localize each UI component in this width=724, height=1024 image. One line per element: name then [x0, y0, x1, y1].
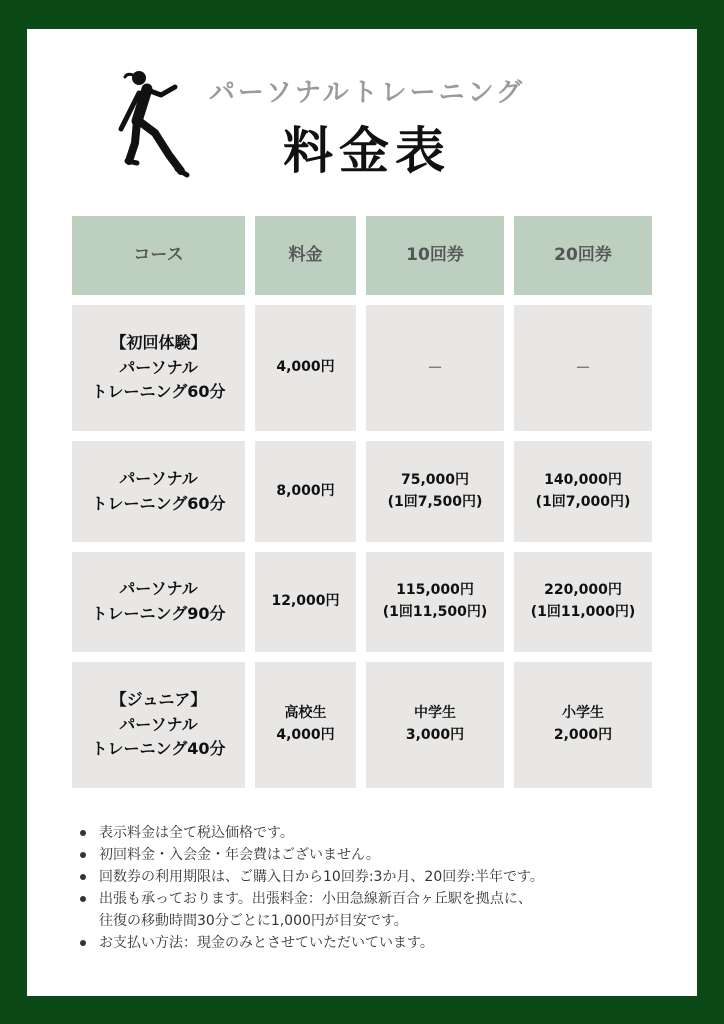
runner-silhouette-icon — [117, 69, 201, 179]
subtitle: パーソナルトレーニング — [208, 78, 526, 108]
note-text: 回数券の利用期限は、ご購入日から10回券:3か月、20回券:半年です。 — [99, 869, 544, 885]
row-trial-20 — [514, 305, 652, 431]
course-line: パーソナル — [119, 357, 198, 377]
dash-value: － — [426, 357, 443, 377]
note-item — [75, 932, 675, 954]
price-value: 3,000円 — [405, 727, 465, 743]
row-90min-10 — [366, 552, 504, 652]
header-course: コース — [72, 216, 245, 295]
price-value: 2,000円 — [553, 727, 613, 743]
ticket-price: 75,000円 — [400, 471, 469, 488]
row-60min-10 — [366, 441, 504, 542]
note-text: 往復の移動時間30分ごとに1,000円が目安です。 — [99, 913, 408, 929]
dash-value: － — [574, 357, 591, 377]
note-text: 表示料金は全て税込価格です。 — [99, 825, 294, 841]
row-junior-10 — [366, 662, 504, 788]
grade-label: 高校生 — [284, 705, 327, 722]
header-price: 料金 — [255, 216, 356, 295]
header-10-tickets: 10回券 — [366, 216, 504, 295]
row-junior-price — [255, 662, 356, 788]
price-value: 4,000円 — [276, 727, 335, 743]
row-60min-price — [255, 441, 356, 542]
row-90min-course — [72, 552, 245, 652]
course-line: パーソナル — [119, 714, 198, 734]
note-item — [75, 866, 675, 888]
note-text: 出張も承っております。出張料金：小田急線新百合ヶ丘駅を拠点に、 — [99, 891, 532, 907]
course-line: トレーニング40分 — [91, 739, 226, 759]
row-60min-20 — [514, 441, 652, 542]
ticket-price: 115,000円 — [396, 582, 474, 599]
price-value: 4,000円 — [276, 359, 335, 376]
note-item — [75, 822, 675, 844]
row-trial-price — [255, 305, 356, 431]
row-junior-20 — [514, 662, 652, 788]
header-20-tickets: 20回券 — [514, 216, 652, 295]
course-line: トレーニング90分 — [91, 604, 226, 623]
price-value: 12,000円 — [271, 593, 340, 610]
course-line: 【初回体験】 — [110, 332, 207, 352]
per-session-price: (1回7,000円) — [535, 493, 631, 510]
grade-label: 中学生 — [413, 705, 456, 722]
notes-list — [75, 822, 675, 954]
note-text: 初回料金・入会金・年会費はございません。 — [99, 847, 380, 863]
row-trial-10 — [366, 305, 504, 431]
note-item — [75, 844, 675, 866]
page-title: 料金表 — [283, 122, 451, 180]
row-90min-price — [255, 552, 356, 652]
course-line: 【ジュニア】 — [110, 689, 207, 709]
price-value: 8,000円 — [276, 482, 335, 499]
ticket-price: 220,000円 — [544, 582, 622, 599]
course-line: トレーニング60分 — [91, 493, 226, 513]
row-trial-course — [72, 305, 245, 431]
grade-label: 小学生 — [561, 705, 604, 722]
row-60min-course — [72, 441, 245, 542]
per-session-price: (1回11,500円) — [382, 604, 488, 620]
ticket-price: 140,000円 — [544, 471, 622, 488]
course-line: トレーニング60分 — [91, 382, 226, 402]
row-junior-course — [72, 662, 245, 788]
course-line: パーソナル — [119, 468, 198, 488]
course-line: パーソナル — [119, 579, 198, 599]
price-sheet — [27, 29, 697, 996]
per-session-price: (1回11,000円) — [530, 604, 636, 620]
row-90min-20 — [514, 552, 652, 652]
per-session-price: (1回7,500円) — [387, 493, 483, 510]
note-text: お支払い方法：現金のみとさせていただいています。 — [99, 935, 434, 951]
note-item — [75, 888, 675, 932]
